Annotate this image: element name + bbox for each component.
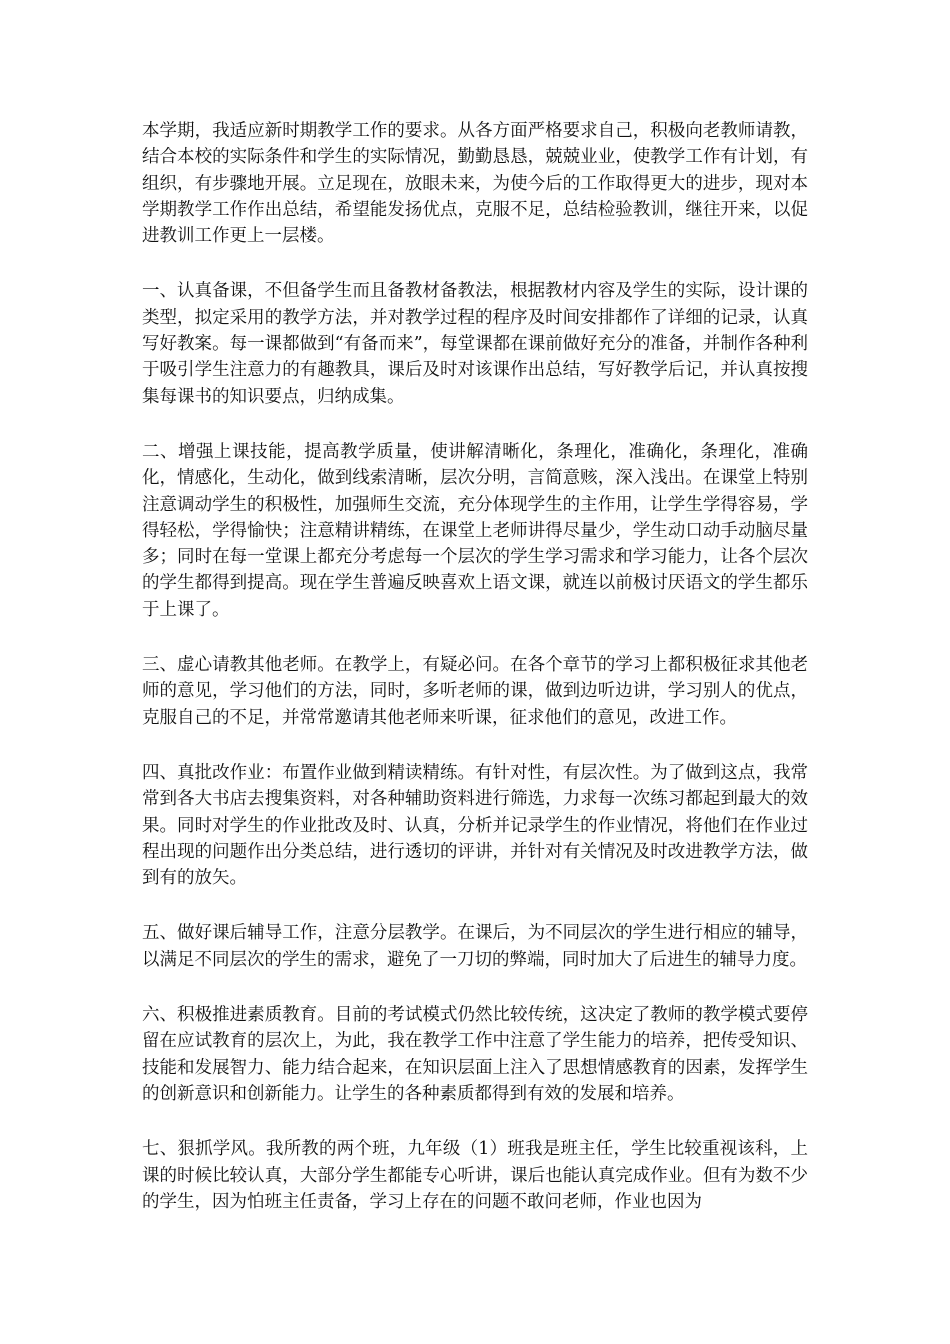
paragraph-lesson-preparation: 一、认真备课，不但备学生而且备教材备教法，根据教材内容及学生的实际，设计课的类型，拟定采用的教学方法，并对教学过程的程序及时间安排都作了详细的记录，认真写好教案。每一课都做到“有备而来”，每堂课都在课前做好充分的准备，并制作各种利于吸引学生注意力的有趣教具，课后及时对该课作出总结，写好教学后记，并认真按搜集每课书的知识要点，归纳成集。: [142, 281, 808, 407]
paragraph-teaching-skills: 二、增强上课技能，提高教学质量，使讲解清晰化，条理化，准确化，条理化，准确化，情感化，生动化，做到线索清晰，层次分明，言简意赅，深入浅出。在课堂上特别注意调动学生的积极性，加强师生交流，充分体现学生的主作用，让学生学得容易，学得轻松，学得愉快；注意精讲精练，在课堂上老师讲得尽量少，学生动口动手动脑尽量多；同时在每一堂课上都充分考虑每一个层次的学生学习需求和学习能力，让各个层次的学生都得到提高。现在学生普遍反映喜欢上语文课，就连以前极讨厌语文的学生都乐于上课了。: [142, 441, 808, 620]
document-page: [142, 118, 808, 1244]
paragraph-after-class-tutoring: 五、做好课后辅导工作，注意分层教学。在课后，为不同层次的学生进行相应的辅导，以满足不同层次的学生的需求，避免了一刀切的弊端，同时加大了后进生的辅导力度。: [142, 923, 808, 970]
paragraph-study-style: 七、狠抓学风。我所教的两个班，九年级（1）班我是班主任，学生比较重视该科，上课的时候比较认真，大部分学生都能专心听讲，课后也能认真完成作业。但有为数不少的学生，因为怕班主任责备，学习上存在的问题不敢问老师，作业也因为: [142, 1139, 808, 1212]
paragraph-consult-teachers: 三、虚心请教其他老师。在教学上，有疑必问。在各个章节的学习上都积极征求其他老师的意见，学习他们的方法，同时，多听老师的课，做到边听边讲，学习别人的优点，克服自己的不足，并常常邀请其他老师来听课，征求他们的意见，改进工作。: [142, 655, 808, 728]
paragraph-intro: 本学期，我适应新时期教学工作的要求。从各方面严格要求自己，积极向老教师请教，结合本校的实际条件和学生的实际情况，勤勤恳恳，兢兢业业，使教学工作有计划，有组织，有步骤地开展。立足现在，放眼未来，为使今后的工作取得更大的进步，现对本学期教学工作作出总结，希望能发扬优点，克服不足，总结检验教训，继往开来，以促进教训工作更上一层楼。: [142, 121, 808, 247]
paragraph-homework-grading: 四、真批改作业：布置作业做到精读精练。有针对性，有层次性。为了做到这点，我常常到各大书店去搜集资料，对各种辅助资料进行筛选，力求每一次练习都起到最大的效果。同时对学生的作业批改及时、认真，分析并记录学生的作业情况，将他们在作业过程出现的问题作出分类总结，进行透切的评讲，并针对有关情况及时改进教学方法，做到有的放矢。: [142, 762, 808, 889]
paragraph-quality-education: 六、积极推进素质教育。目前的考试模式仍然比较传统，这决定了教师的教学模式要停留在应试教育的层次上，为此，我在教学工作中注意了学生能力的培养，把传受知识、技能和发展智力、能力结合起来，在知识层面上注入了思想情感教育的因素，发挥学生的创新意识和创新能力。让学生的各种素质都得到有效的发展和培养。: [142, 1005, 808, 1104]
